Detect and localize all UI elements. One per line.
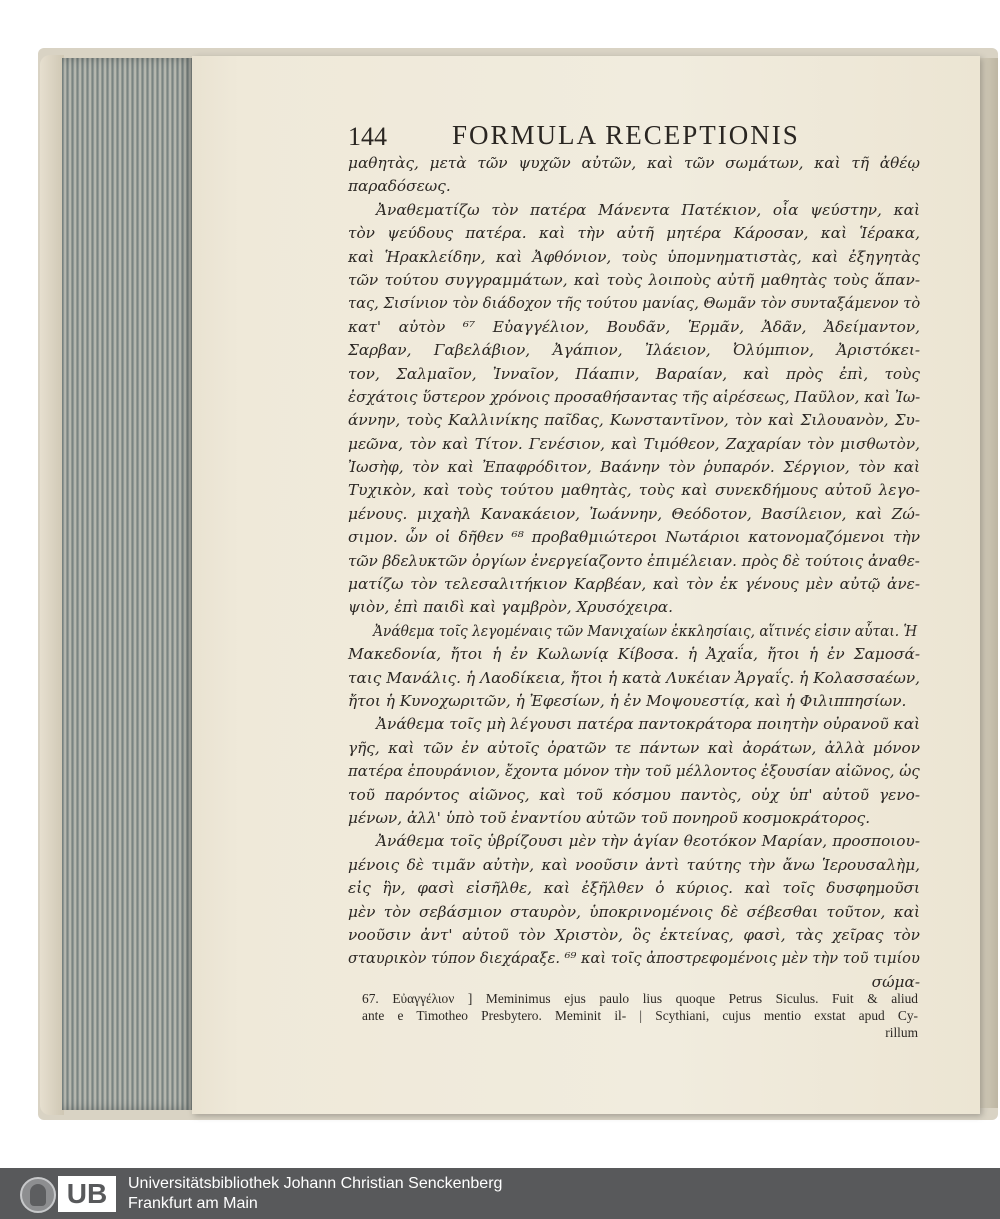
footnote (362, 990, 918, 1041)
text-line: γῆς, καὶ τῶν ἐν αὐτοῖς ὁρατῶν τε πάντων καὶ ἀοράτων, ἀλλὰ μόνον (348, 738, 920, 757)
running-head-title: FORMULA RECEPTIONIS (452, 120, 800, 150)
text-line: ταις Μανάλις. ἡ Λαοδίκεια, ἤτοι ἡ κατὰ Λυκέιαν Ἀργαΐς. ἡ Κολασσαέων, (348, 668, 920, 687)
university-seal-icon (20, 1177, 56, 1213)
text-line: εἰς ἣν, φασὶ εἰσῆλθε, καὶ ἐξῆλθεν ὁ κύριος. καὶ τοῖς δυσφημοῦσι (348, 879, 920, 898)
text-line: μένοις δὲ τιμᾶν αὐτὴν, καὶ νοοῦσιν ἀντὶ ταύτης τὴν ἄνω Ἱερουσαλὴμ, (348, 855, 920, 874)
text-line: άννην, τοὺς Καλλινίκης παῖδας, Κωνσταντῖνον, τὸν καὶ Σιλουανὸν, Συ- (348, 411, 920, 430)
text-line: Ἰωσὴφ, τὸν καὶ Ἐπαφρόδιτον, Βαάνην τὸν ῥυπαρόν. Σέργιον, τὸν καὶ (348, 458, 920, 477)
text-line: ἐσχάτοις ὕστερον χρόνοις προσαθήσαντας τῆς αἱρέσεως, Παῦλον, καὶ Ἰω- (348, 387, 921, 406)
ub-logo: UB (58, 1176, 116, 1212)
text-line: κατ' αὐτὸν ⁶⁷ Εὐαγγέλιον, Βουδᾶν, Ἑρμᾶν, Ἀδᾶν, Ἀδείμαντον, (348, 317, 920, 336)
text-line: Τυχικὸν, καὶ τοὺς τούτου μαθητὰς, τοὺς καὶ συνεκδήμους αὐτοῦ λεγο- (348, 481, 920, 500)
footnote-line: rillum (885, 1025, 918, 1040)
text-line: Σαρβαν, Γαβελάβιον, Ἀγάπιον, Ἰλάειον, Ὀλύμπιον, Ἀριστόκει- (348, 341, 920, 360)
text-line: μαθητὰς, μετὰ τῶν ψυχῶν αὐτῶν, καὶ τῶν σωμάτων, καὶ τῆ ἀθέῳ (348, 154, 920, 172)
text-line: ματίζω τὸν τελεσαλιτήκιον Καρβέαν, καὶ τὸν ἐκ γένους μὲν αὐτῷ ἀνε- (348, 575, 920, 594)
text-line: Ἀνάθεμα τοῖς μὴ λέγουσι πατέρα παντοκράτορα ποιητὴν οὐρανοῦ καὶ (376, 715, 921, 734)
greek-body-text (348, 152, 920, 994)
text-line: Μακεδονία, ἤτοι ἡ ἐν Κωλωνίᾳ Κίβοσα. ἡ Ἀχαΐα, ἤτοι ἡ ἐν Σαμοσά- (348, 645, 920, 664)
text-line: τὸν ψεύδους πατέρα. καὶ τὴν αὐτῆ μητέρα Κάροσαν, καὶ Ἱέρακα, (348, 224, 920, 243)
text-line: πατέρα ἐπουράνιον, ἔχοντα μόνον τὴν τοῦ μέλλοντος ἐξουσίαν αἰῶνος, ὡς (348, 762, 920, 781)
facing-page-edge (980, 58, 998, 1108)
text-line: τῶν βδελυκτῶν ὀργίων ἐνεργείαζοντο ἐπιμέλειαν. πρὸς δὲ τούτοις ἀναθε- (348, 551, 920, 570)
book-cover-edge (40, 55, 64, 1115)
footnote-line: 67. Εὐαγγέλιον ] Meminimus ejus paulo lius quoque Petrus Siculus. Fuit & aliud (362, 991, 918, 1006)
library-city: Frankfurt am Main (128, 1195, 258, 1212)
footnote-line: ante e Timotheo Presbytero. Meminit il- | Scythiani, cujus mentio exstat apud Cy- (362, 1008, 918, 1023)
text-line: μένων, ἀλλ' ὑπὸ τοῦ ἐναντίου αὐτῶν τοῦ πονηροῦ κοσμοκράτορος. (348, 808, 871, 827)
text-line: τας, Σισίνιον τὸν διάδοχον τῆς τούτου μανίας, Θωμᾶν τὸν συνταξάμενον τὸ (348, 294, 921, 313)
page-edges (62, 58, 194, 1110)
text-line: Ἀνάθεμα τοῖς λεγομέναις τῶν Μανιχαίων ἐκκλησίαις, αἵτινές εἰσιν αὗται. Ἡ (373, 621, 918, 640)
text-line: ἤτοι ἡ Κυνοχωριτῶν, ἡ Ἐφεσίων, ἡ ἐν Μοψουεστίᾳ, καὶ ἡ Φιλιππησίων. (348, 691, 907, 710)
text-line: σταυρικὸν τύπον διεχάραξε. ⁶⁹ καὶ τοῖς ἀποστρεφομένοις μὲν τὴν τοῦ τιμίου (348, 949, 920, 968)
text-line: μένους. μιχαὴλ Κανακάειον, Ἰωάννην, Θεόδοτον, Βασίλειον, καὶ Ζώ- (348, 504, 920, 523)
text-line: παραδόσεως. (348, 177, 451, 196)
catchword: σώμα- (871, 972, 920, 991)
library-footer-bar (0, 1168, 1000, 1219)
text-line: Ἀναθεματίζω τὸν πατέρα Μάνεντα Πατέκιον, οἷα ψεύστην, καὶ (376, 200, 920, 219)
text-line: μὲν τὸν σεβάσμιον σταυρὸν, ὑποκρινομένοις δὲ σέβεσθαι τοῦτον, καὶ (348, 902, 920, 921)
text-line: τῶν τούτου συγγραμμάτων, καὶ τοὺς λοιποὺς αὐτῆ μαθητὰς τοὺς ἅπαν- (348, 270, 920, 289)
text-line: ψιὸν, ἐπὶ παιδὶ καὶ γαμβρὸν, Χρυσόχειρα. (348, 598, 673, 617)
text-line: σιμον. ὧν οἱ δῆθεν ⁶⁸ προβαθμιώτεροι Νωτάριοι κατονομαζόμενοι τὴν (348, 528, 920, 547)
text-line: Ἀνάθεμα τοῖς ὑβρίζουσι μὲν τὴν ἁγίαν θεοτόκον Μαρίαν, προσποιου- (376, 832, 920, 851)
text-line: τον, Σαλμαῖον, Ἰνναῖον, Πάαπιν, Βαραίαν, καὶ πρὸς ἐπὶ, τοὺς (348, 364, 920, 383)
text-line: νοοῦσιν ἀντ' αὐτοῦ τὸν Χριστὸν, ὃς ἐκτείνας, φασὶ, τὰς χεῖρας τὸν (348, 925, 920, 944)
text-line: τοῦ παρόντος αἰῶνος, καὶ τοῦ κόσμου παντὸς, οὐχ ὑπ' αὐτοῦ γενο- (348, 785, 920, 804)
text-line: καὶ Ἡρακλείδην, καὶ Ἀφθόνιον, τοὺς ὑπομνηματιστὰς, καὶ ἐξηγητὰς (348, 247, 920, 266)
text-line: μεῶνα, τὸν καὶ Τίτον. Γενέσιον, καὶ Τιμόθεον, Ζαχαρίαν τὸν μισθωτὸν, (348, 434, 920, 453)
page-number: 144 (348, 122, 387, 151)
library-name: Universitätsbibliothek Johann Christian Senckenberg (128, 1175, 503, 1192)
